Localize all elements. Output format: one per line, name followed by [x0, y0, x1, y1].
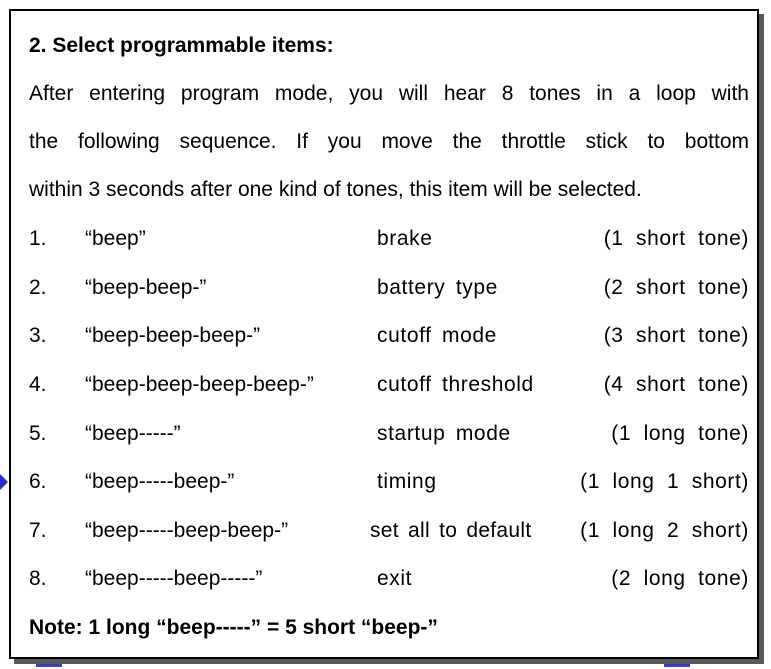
item-sound: “beep-----”: [85, 422, 181, 445]
item-function: cutoff threshold: [377, 373, 534, 396]
item-number: 4.: [29, 373, 47, 396]
item-function: exit: [377, 567, 413, 590]
item-tone: (1 long tone): [611, 422, 749, 445]
item-tone: (1 short tone): [603, 227, 749, 250]
bottom-edge-mark-left: [36, 662, 62, 667]
item-function: set all to default: [370, 519, 532, 542]
intro-line-3: within 3 seconds after one kind of tones, this item will be selected.: [29, 178, 642, 201]
item-number: 3.: [29, 324, 47, 347]
list-item: [29, 373, 749, 397]
intro-line-1: After entering program mode, you will hear 8 tones in a loop with: [29, 82, 749, 105]
item-number: 1.: [29, 227, 47, 250]
list-item: [29, 276, 749, 300]
item-number: 8.: [29, 567, 47, 590]
section-heading: 2. Select programmable items:: [29, 34, 334, 57]
item-tone: (2 short tone): [603, 276, 749, 299]
item-tone: (1 long 2 short): [580, 519, 749, 542]
item-number: 2.: [29, 276, 47, 299]
item-sound: “beep-beep-beep-beep-”: [85, 373, 314, 396]
item-function: battery type: [377, 276, 498, 299]
item-sound: “beep”: [85, 227, 146, 250]
item-function: brake: [377, 227, 433, 250]
item-function: startup mode: [377, 422, 511, 445]
note-text: Note: 1 long “beep-----” = 5 short “beep-”: [29, 616, 438, 639]
item-sound: “beep-beep-”: [85, 276, 207, 299]
item-number: 5.: [29, 422, 47, 445]
item-tone: (3 short tone): [603, 324, 749, 347]
intro-line-2: the following sequence. If you move the throttle stick to bottom: [29, 130, 749, 153]
item-sound: “beep-----beep-”: [85, 470, 235, 493]
item-function: timing: [377, 470, 437, 493]
item-sound: “beep-----beep-beep-”: [85, 519, 289, 542]
list-item: [29, 470, 749, 494]
item-function: cutoff mode: [377, 324, 497, 347]
item-tone: (1 long 1 short): [580, 470, 749, 493]
item-number: 6.: [29, 470, 47, 493]
item-number: 7.: [29, 519, 47, 542]
item-tone: (4 short tone): [603, 373, 749, 396]
list-item: [29, 227, 749, 251]
side-arrow-marker: [0, 474, 8, 490]
list-item: [29, 519, 749, 543]
list-item: [29, 324, 749, 348]
list-item: [29, 422, 749, 446]
list-item: [29, 567, 749, 591]
item-sound: “beep-----beep-----”: [85, 567, 263, 590]
item-tone: (2 long tone): [611, 567, 749, 590]
item-sound: “beep-beep-beep-”: [85, 324, 261, 347]
bottom-edge-mark-right: [664, 662, 690, 667]
